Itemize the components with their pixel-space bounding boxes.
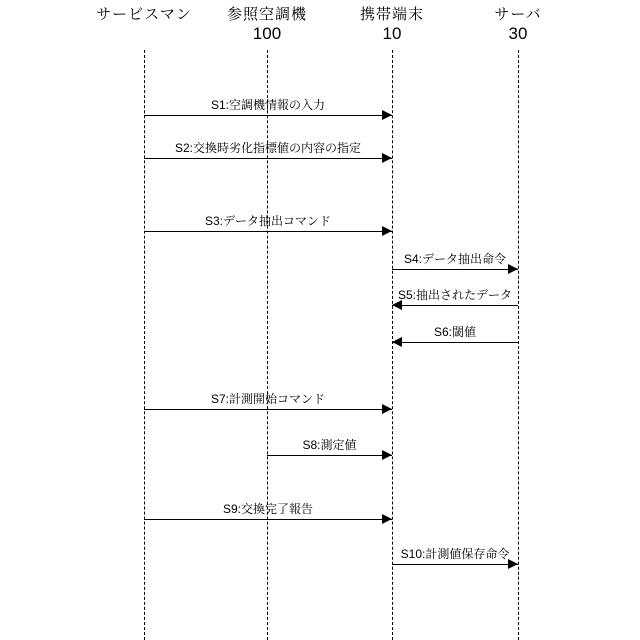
message-label: S9:交換完了報告 [222, 502, 314, 516]
message-label: S4:データ抽出命令 [403, 252, 507, 266]
arrowhead-icon [382, 450, 392, 460]
message-label: S2:交換時劣化指標値の内容の指定 [174, 141, 362, 155]
lifeline-axis [267, 50, 268, 640]
arrowhead-icon [392, 337, 402, 347]
message-arrow [144, 409, 392, 410]
lifeline-label: サーバ [494, 6, 542, 23]
message-arrow [144, 519, 392, 520]
lifeline-number: 100 [252, 24, 282, 43]
lifeline-axis [518, 50, 519, 640]
message-arrow [392, 305, 518, 306]
message-arrow [144, 231, 392, 232]
lifeline-label: 参照空調機 [226, 6, 308, 23]
message-label: S3:データ抽出コマンド [204, 214, 332, 228]
arrowhead-icon [382, 153, 392, 163]
message-arrow [392, 269, 518, 270]
message-label: S10:計測値保存命令 [400, 547, 510, 561]
arrowhead-icon [382, 404, 392, 414]
lifeline-number: 10 [382, 24, 402, 43]
lifeline-header [96, 6, 192, 24]
arrowhead-icon [508, 264, 518, 274]
arrowhead-icon [382, 226, 392, 236]
lifeline-number: 30 [508, 24, 528, 43]
message-arrow [144, 158, 392, 159]
lifeline-axis [144, 50, 145, 640]
lifeline-header [360, 6, 424, 44]
lifeline-header [227, 6, 307, 44]
message-arrow [144, 115, 392, 116]
message-label: S5:抽出されたデータ [397, 288, 513, 302]
lifeline-label: 携帯端末 [359, 6, 425, 23]
message-label: S6:閾値 [433, 325, 477, 339]
message-label: S1:空調機情報の入力 [210, 98, 326, 112]
message-label: S7:計測開始コマンド [210, 392, 326, 406]
message-arrow [267, 455, 392, 456]
lifeline-header [494, 6, 541, 44]
message-arrow [392, 342, 518, 343]
lifeline-label: サービスマン [96, 6, 192, 23]
message-arrow [392, 564, 518, 565]
arrowhead-icon [382, 514, 392, 524]
message-label: S8:測定値 [302, 438, 357, 452]
arrowhead-icon [382, 110, 392, 120]
